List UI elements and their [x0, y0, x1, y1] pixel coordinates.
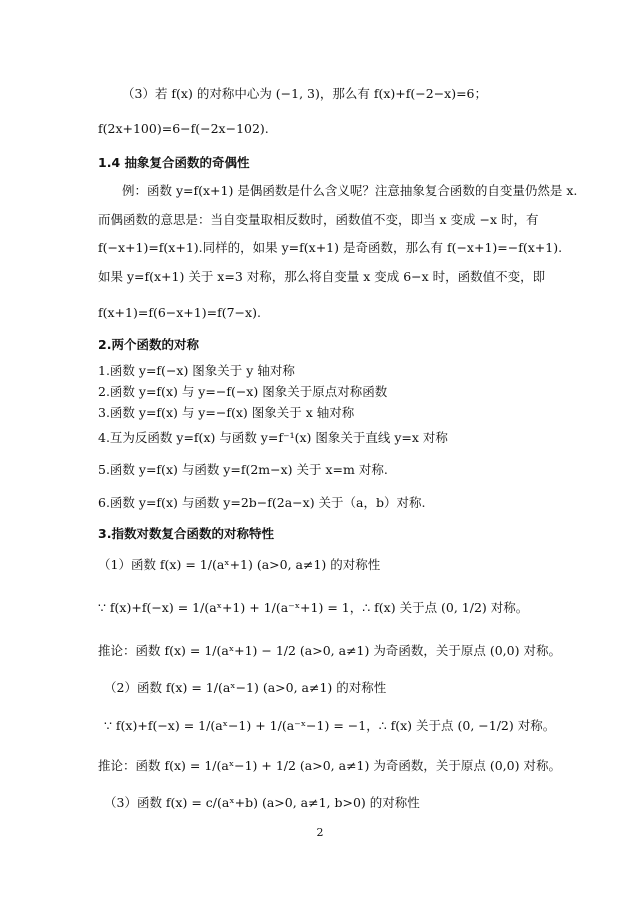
heading-3: 3.指数对数复合函数的对称特性: [98, 526, 274, 541]
item-1: 1.函数 y=f(−x) 图象关于 y 轴对称: [98, 363, 295, 378]
page-number: 2: [316, 826, 324, 839]
item-6: 6.函数 y=f(x) 与函数 y=2b−f(2a−x) 关于（a，b）对称.: [98, 495, 426, 510]
case-1: （1）函数 f(x) = 1/(aˣ+1) (a>0, a≠1) 的对称性: [98, 557, 381, 572]
line-example: 例：函数 y=f(x+1) 是偶函数是什么含义呢？注意抽象复合函数的自变量仍然是 x.: [122, 183, 578, 198]
item-3: 3.函数 y=f(x) 与 y=−f(x) 图象关于 x 轴对称: [98, 405, 355, 420]
case-2-corollary: 推论：函数 f(x) = 1/(aˣ−1) + 1/2 (a>0, a≠1) 为奇函数，关于原点 (0,0) 对称。: [98, 758, 561, 773]
item-2: 2.函数 y=f(x) 与 y=−f(−x) 图象关于原点对称函数: [98, 384, 388, 399]
case-2-proof: ∵ f(x)+f(−x) = 1/(aˣ−1) + 1/(a⁻ˣ−1) = −1，∴ f(x) 关于点 (0, −1/2) 对称。: [104, 718, 556, 733]
case-3: （3）函数 f(x) = c/(aˣ+b) (a>0, a≠1, b>0) 的对称性: [104, 795, 420, 810]
heading-1-4: 1.4 抽象复合函数的奇偶性: [98, 155, 250, 170]
line-symmetric-x3: 如果 y=f(x+1) 关于 x=3 对称，那么将自变量 x 变成 6−x 时，函数值不变，即: [98, 269, 546, 284]
case-1-corollary: 推论：函数 f(x) = 1/(aˣ+1) − 1/2 (a>0, a≠1) 为奇函数，关于原点 (0,0) 对称。: [98, 643, 561, 658]
item-5: 5.函数 y=f(x) 与函数 y=f(2m−x) 关于 x=m 对称.: [98, 462, 388, 477]
case-1-proof: ∵ f(x)+f(−x) = 1/(aˣ+1) + 1/(a⁻ˣ+1) = 1，∴ f(x) 关于点 (0, 1/2) 对称。: [98, 600, 529, 615]
line-sym-center: （3）若 f(x) 的对称中心为 (−1, 3)，那么有 f(x)+f(−2−x)=6；: [122, 86, 488, 101]
item-4: 4.互为反函数 y=f(x) 与函数 y=f⁻¹(x) 图象关于直线 y=x 对称: [98, 430, 448, 445]
case-2: （2）函数 f(x) = 1/(aˣ−1) (a>0, a≠1) 的对称性: [104, 680, 387, 695]
line-sym-center-cont: f(2x+100)=6−f(−2x−102).: [98, 121, 269, 136]
line-f7x: f(x+1)=f(6−x+1)=f(7−x).: [98, 305, 261, 320]
heading-2: 2.两个函数的对称: [98, 337, 199, 352]
line-even-meaning: 而偶函数的意思是：当自变量取相反数时，函数值不变，即当 x 变成 −x 时，有: [98, 212, 539, 227]
line-odd-meaning: f(−x+1)=f(x+1).同样的，如果 y=f(x+1) 是奇函数，那么有 f(−x+1)=−f(x+1).: [98, 240, 563, 255]
